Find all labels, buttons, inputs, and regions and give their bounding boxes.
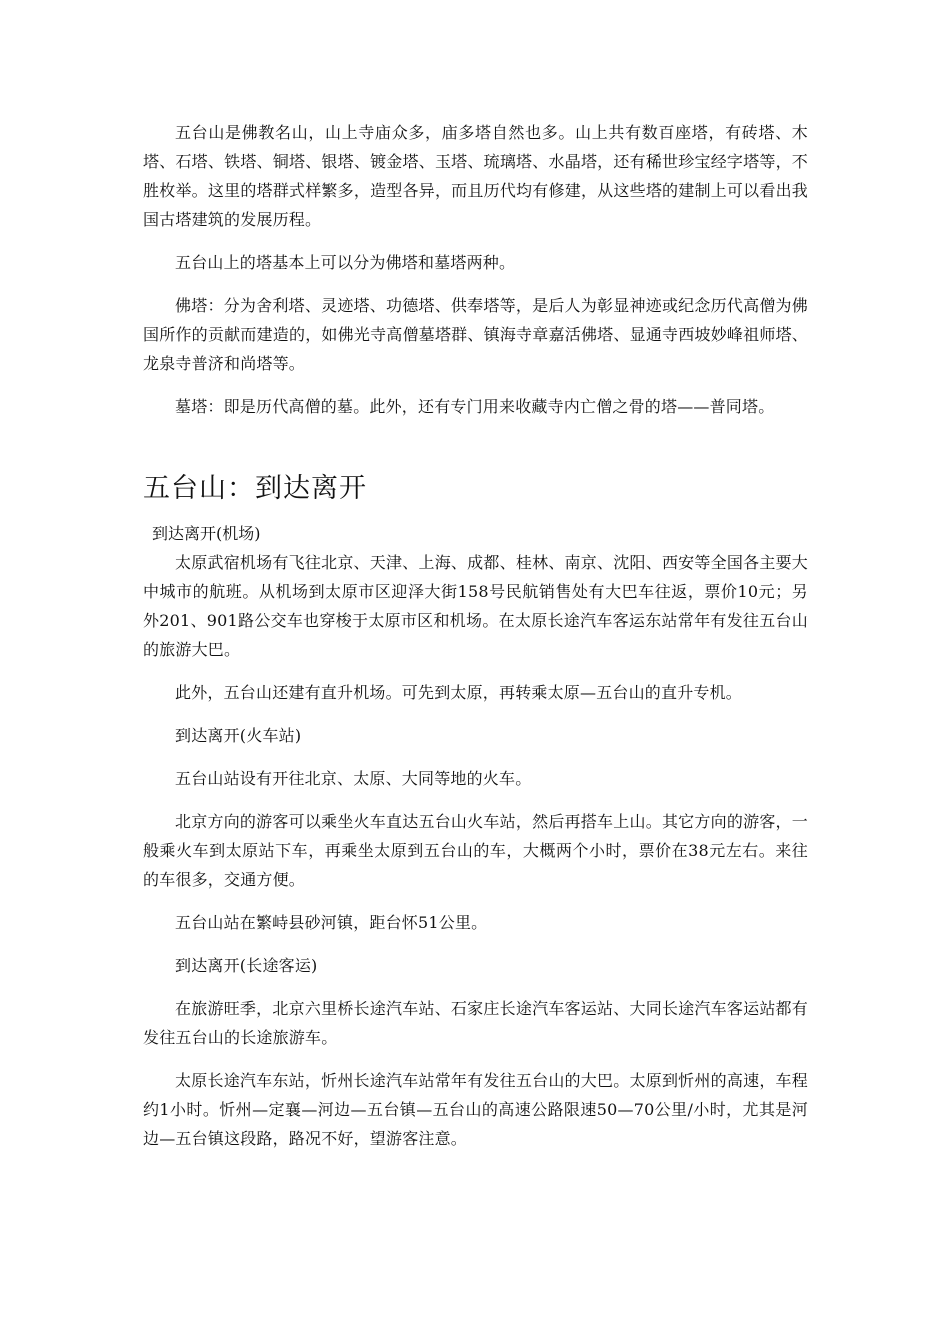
paragraph-tomb-pagodas: 墓塔：即是历代高僧的墓。此外，还有专门用来收藏寺内亡僧之骨的塔——普同塔。: [175, 397, 775, 416]
paragraph-train-destinations: 五台山站设有开往北京、太原、大同等地的火车。: [175, 769, 532, 788]
section-heading-arrival: 五台山：到达离开: [143, 473, 367, 504]
paragraph-buddhist-pagodas: 佛塔：分为舍利塔、灵迹塔、功德塔、供奉塔等，是后人为彰显神迹或纪念历代高僧为佛国所作的贡献而建造的，如佛光寺高僧墓塔群、镇海寺章嘉活佛塔、显通寺西坡妙峰祖师塔、龙泉寺普济和尚塔等。: [143, 296, 808, 373]
subheading-airport: 到达离开(机场): [152, 524, 261, 543]
paragraph-train-station-location: 五台山站在繁峙县砂河镇，距台怀51公里。: [175, 913, 488, 932]
subheading-long-distance-bus: 到达离开(长途客运): [175, 956, 318, 975]
document-page: [143, 118, 808, 1153]
subheading-train: 到达离开(火车站): [175, 726, 302, 745]
paragraph-train-route: 北京方向的游客可以乘坐火车直达五台山火车站，然后再搭车上山。其它方向的游客，一般乘火车到太原站下车，再乘坐太原到五台山的车，大概两个小时，票价在38元左右。来往的车很多，交通方便。: [143, 812, 808, 889]
paragraph-airport: 太原武宿机场有飞往北京、天津、上海、成都、桂林、南京、沈阳、西安等全国各主要大中城市的航班。从机场到太原市区迎泽大街158号民航销售处有大巴车往返，票价10元；另外201、901路公交车也穿梭于太原市区和机场。在太原长途汽车客运东站常年有发往五台山的旅游大巴。: [143, 553, 808, 659]
paragraph-pagoda-types: 五台山上的塔基本上可以分为佛塔和墓塔两种。: [175, 253, 516, 272]
paragraph-pagodas-intro: 五台山是佛教名山，山上寺庙众多，庙多塔自然也多。山上共有数百座塔，有砖塔、木塔、石塔、铁塔、铜塔、银塔、镀金塔、玉塔、琉璃塔、水晶塔，还有稀世珍宝经字塔等，不胜枚举。这里的塔群式样繁多，造型各异，而且历代均有修建，从这些塔的建制上可以看出我国古塔建筑的发展历程。: [143, 123, 808, 229]
paragraph-bus-peak-season: 在旅游旺季，北京六里桥长途汽车站、石家庄长途汽车客运站、大同长途汽车客运站都有发往五台山的长途旅游车。: [143, 999, 808, 1047]
paragraph-helicopter: 此外，五台山还建有直升机场。可先到太原，再转乘太原—五台山的直升专机。: [175, 683, 743, 702]
paragraph-bus-routes: 太原长途汽车东站，忻州长途汽车站常年有发往五台山的大巴。太原到忻州的高速，车程约1小时。忻州—定襄—河边—五台镇—五台山的高速公路限速50—70公里/小时，尤其是河边—五台镇这段路，路况不好，望游客注意。: [143, 1071, 808, 1148]
